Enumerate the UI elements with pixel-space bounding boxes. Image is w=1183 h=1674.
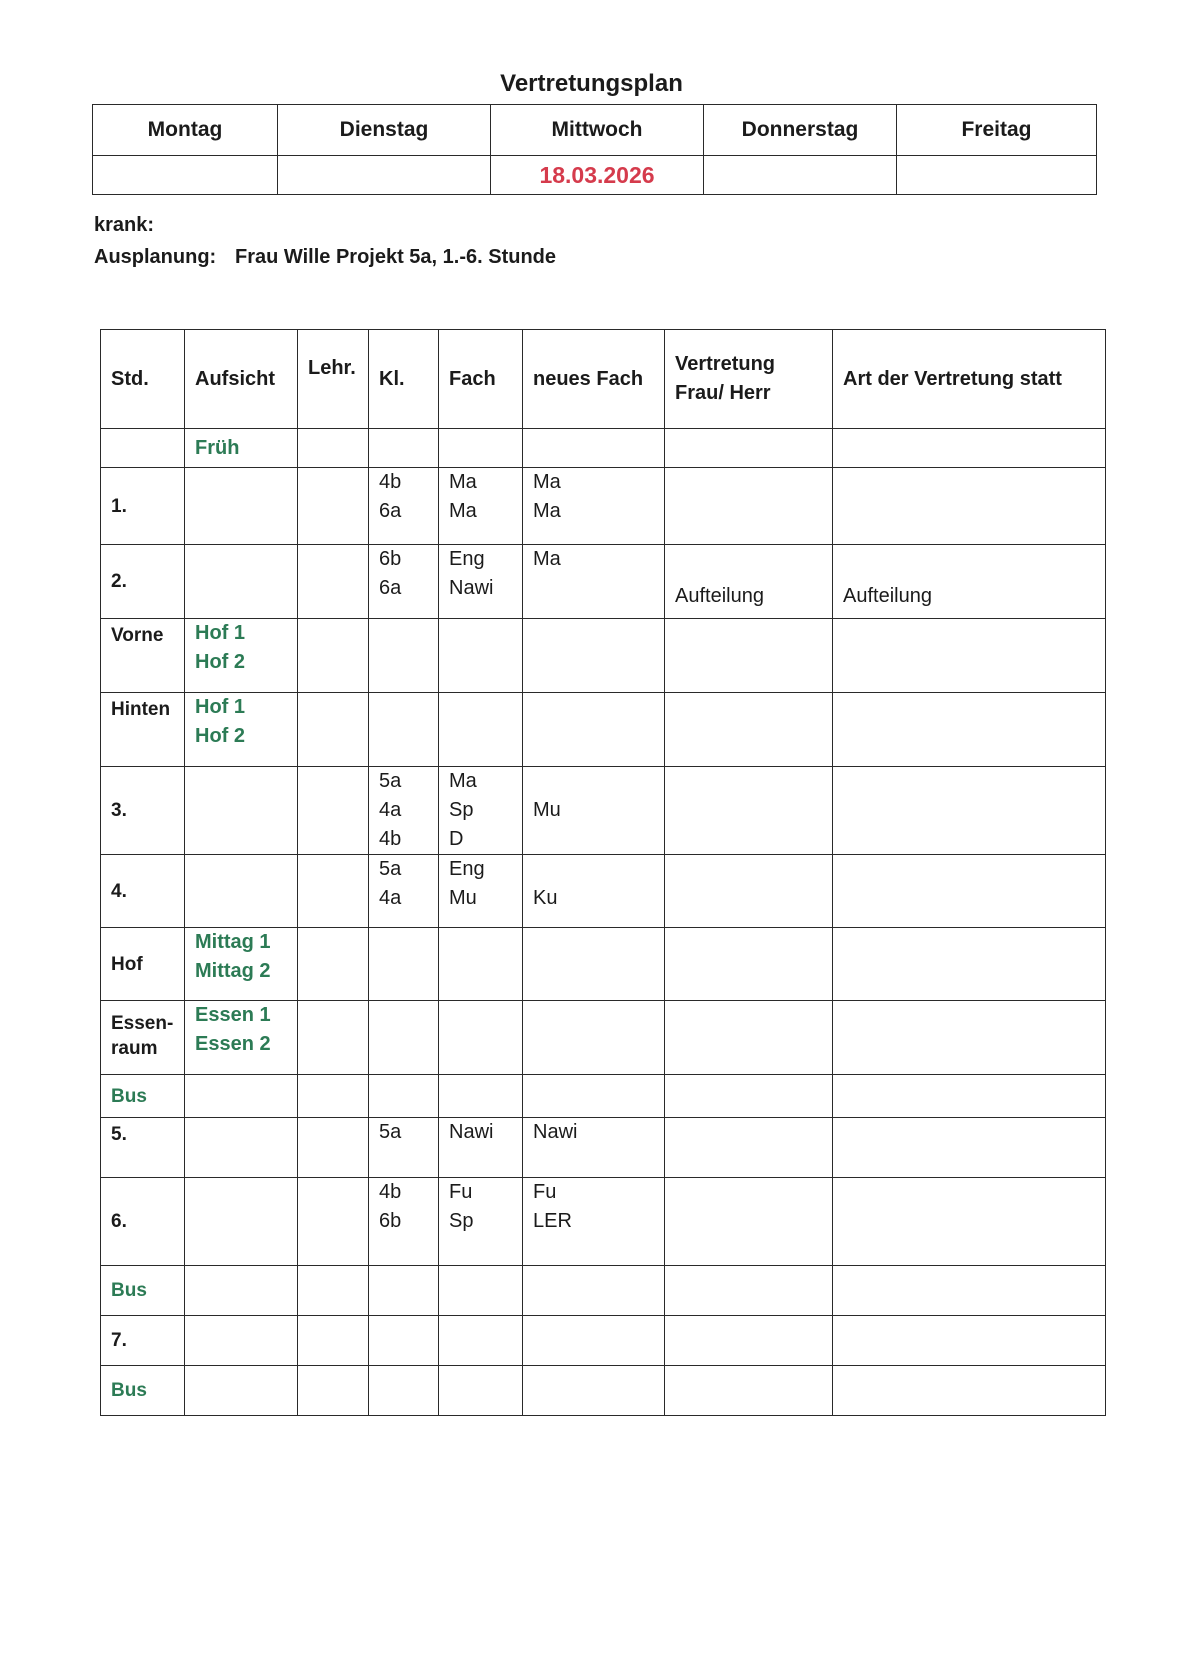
fach-entry: Eng — [449, 858, 485, 880]
neues-fach-entry: Nawi — [533, 1121, 578, 1143]
klasse-entry: 5a — [379, 1121, 402, 1143]
aufsicht-entry: Mittag 1 — [195, 931, 271, 953]
cell-art — [833, 1001, 1106, 1075]
day-wednesday: Mittwoch — [491, 105, 704, 156]
aufsicht-entry: Hof 2 — [195, 651, 245, 673]
cell-lehrer — [298, 1118, 369, 1178]
table-body — [101, 429, 1106, 1416]
cell-std — [101, 767, 185, 855]
aufsicht-entry: Früh — [195, 436, 240, 459]
cell-lehrer — [298, 693, 369, 767]
cell-aufsicht — [185, 429, 298, 468]
std-label: Hof — [111, 953, 143, 975]
table-row — [101, 1075, 1106, 1118]
cell-fach — [439, 1001, 523, 1075]
cell-aufsicht — [185, 693, 298, 767]
cell-fach — [439, 928, 523, 1001]
fach-entry: Mu — [449, 887, 477, 909]
std-label: 7. — [111, 1330, 127, 1351]
cell-vertretung — [665, 1316, 833, 1366]
cell-aufsicht — [185, 1075, 298, 1118]
aufsicht-entry: Hof 1 — [195, 622, 245, 644]
cell-vertretung — [665, 928, 833, 1001]
sick-label: krank: — [94, 214, 155, 236]
cell-std — [101, 693, 185, 767]
col-vertretung: Vertretung Frau/ Herr — [665, 330, 833, 429]
cell-std — [101, 855, 185, 928]
cell-lehrer — [298, 1366, 369, 1416]
cell-std — [101, 1118, 185, 1178]
planning-line — [94, 246, 556, 269]
table-row — [101, 1316, 1106, 1366]
cell-klasse — [369, 1266, 439, 1316]
cell-neues-fach — [523, 1366, 665, 1416]
cell-vertretung — [665, 1118, 833, 1178]
fach-entry: Ma — [449, 770, 477, 792]
cell-neues-fach — [523, 855, 665, 928]
cell-neues-fach — [523, 545, 665, 619]
cell-klasse — [369, 767, 439, 855]
cell-std — [101, 1075, 185, 1118]
cell-aufsicht — [185, 767, 298, 855]
klasse-entry: 6a — [379, 500, 402, 522]
std-label: 1. — [111, 495, 127, 517]
table-row — [101, 1118, 1106, 1178]
cell-art — [833, 429, 1106, 468]
aufsicht-entry: Mittag 2 — [195, 960, 271, 982]
cell-fach — [439, 855, 523, 928]
table-row — [101, 468, 1106, 545]
cell-art — [833, 1118, 1106, 1178]
cell-klasse — [369, 619, 439, 693]
cell-vertretung — [665, 855, 833, 928]
cell-lehrer — [298, 1266, 369, 1316]
cell-std — [101, 1266, 185, 1316]
fach-entry: Nawi — [449, 1121, 494, 1143]
neues-fach-entry: Fu — [533, 1181, 557, 1203]
date-friday — [897, 156, 1097, 195]
cell-std — [101, 468, 185, 545]
cell-art — [833, 1266, 1106, 1316]
cell-klasse — [369, 693, 439, 767]
cell-lehrer — [298, 767, 369, 855]
cell-std — [101, 619, 185, 693]
fach-entry: Sp — [449, 1210, 474, 1232]
cell-neues-fach — [523, 619, 665, 693]
table-row — [101, 545, 1106, 619]
cell-neues-fach — [523, 468, 665, 545]
cell-art — [833, 1316, 1106, 1366]
cell-neues-fach — [523, 767, 665, 855]
klasse-entry: 4a — [379, 799, 402, 821]
klasse-entry: 4b — [379, 1181, 402, 1203]
cell-aufsicht — [185, 468, 298, 545]
cell-std — [101, 545, 185, 619]
neues-fach-entry: Ku — [533, 887, 558, 909]
table-row — [101, 855, 1106, 928]
cell-fach — [439, 1366, 523, 1416]
cell-neues-fach — [523, 1266, 665, 1316]
cell-klasse — [369, 1366, 439, 1416]
cell-klasse — [369, 855, 439, 928]
cell-klasse — [369, 545, 439, 619]
klasse-entry: 4b — [379, 471, 402, 493]
cell-vertretung: Aufteilung — [665, 545, 833, 619]
cell-lehrer — [298, 1178, 369, 1266]
cell-fach — [439, 429, 523, 468]
klasse-entry: 6a — [379, 577, 402, 599]
date-monday — [93, 156, 278, 195]
cell-aufsicht — [185, 1316, 298, 1366]
cell-neues-fach — [523, 429, 665, 468]
fach-entry: Ma — [449, 471, 477, 493]
col-aufsicht: Aufsicht — [185, 330, 298, 429]
aufsicht-entry: Hof 2 — [195, 725, 245, 747]
fach-entry: Ma — [449, 500, 477, 522]
cell-fach — [439, 1266, 523, 1316]
table-row — [101, 429, 1106, 468]
cell-klasse — [369, 1178, 439, 1266]
cell-klasse — [369, 1316, 439, 1366]
table-row — [101, 693, 1106, 767]
cell-art — [833, 468, 1106, 545]
col-klasse: Kl. — [369, 330, 439, 429]
neues-fach-entry: Ma — [533, 500, 561, 522]
cell-art — [833, 928, 1106, 1001]
cell-fach — [439, 693, 523, 767]
table-row — [101, 1178, 1106, 1266]
std-label: 4. — [111, 880, 127, 902]
cell-lehrer — [298, 1316, 369, 1366]
cell-vertretung — [665, 429, 833, 468]
col-fach: Fach — [439, 330, 523, 429]
cell-fach — [439, 1075, 523, 1118]
cell-neues-fach — [523, 1118, 665, 1178]
cell-lehrer — [298, 1075, 369, 1118]
cell-vertretung — [665, 1366, 833, 1416]
std-label: Vorne — [111, 625, 164, 646]
cell-klasse — [369, 928, 439, 1001]
neues-fach-entry: Mu — [533, 799, 561, 821]
cell-neues-fach — [523, 1075, 665, 1118]
cell-aufsicht — [185, 619, 298, 693]
cell-lehrer — [298, 545, 369, 619]
cell-vertretung — [665, 693, 833, 767]
cell-neues-fach — [523, 693, 665, 767]
std-label: Essen- — [111, 1013, 174, 1034]
cell-std — [101, 429, 185, 468]
fach-entry: Eng — [449, 548, 485, 570]
fach-entry: D — [449, 828, 464, 850]
planning-label: Ausplanung: — [94, 246, 217, 268]
cell-vertretung — [665, 1266, 833, 1316]
cell-lehrer — [298, 619, 369, 693]
table-header-row — [101, 330, 1106, 429]
std-label: Bus — [111, 1085, 147, 1107]
cell-fach — [439, 1118, 523, 1178]
klasse-entry: 6b — [379, 1210, 402, 1232]
cell-vertretung — [665, 468, 833, 545]
weekday-table — [92, 104, 1097, 195]
neues-fach-entry: LER — [533, 1210, 572, 1232]
cell-art — [833, 1366, 1106, 1416]
aufsicht-entry: Hof 1 — [195, 696, 245, 718]
table-row — [101, 1001, 1106, 1075]
cell-art — [833, 693, 1106, 767]
cell-std — [101, 1366, 185, 1416]
cell-fach — [439, 545, 523, 619]
cell-fach — [439, 767, 523, 855]
cell-std — [101, 1316, 185, 1366]
cell-vertretung — [665, 767, 833, 855]
day-thursday: Donnerstag — [704, 105, 897, 156]
col-art: Art der Vertretung statt — [833, 330, 1106, 429]
cell-aufsicht — [185, 1118, 298, 1178]
cell-std — [101, 1001, 185, 1075]
day-friday: Freitag — [897, 105, 1097, 156]
fach-entry: Sp — [449, 799, 474, 821]
date-thursday — [704, 156, 897, 195]
cell-art — [833, 855, 1106, 928]
col-std: Std. — [101, 330, 185, 429]
cell-klasse — [369, 1075, 439, 1118]
cell-art — [833, 619, 1106, 693]
cell-lehrer — [298, 468, 369, 545]
fach-entry: Nawi — [449, 577, 494, 599]
cell-neues-fach — [523, 928, 665, 1001]
std-label: 2. — [111, 571, 127, 592]
date-tuesday — [278, 156, 491, 195]
cell-neues-fach — [523, 1316, 665, 1366]
cell-lehrer — [298, 855, 369, 928]
std-label: 3. — [111, 800, 127, 821]
cell-art — [833, 1075, 1106, 1118]
klasse-entry: 5a — [379, 858, 402, 880]
cell-klasse — [369, 1001, 439, 1075]
cell-lehrer — [298, 1001, 369, 1075]
cell-art: Aufteilung — [833, 545, 1106, 619]
table-row — [101, 619, 1106, 693]
std-label: 6. — [111, 1211, 127, 1232]
std-label: 5. — [111, 1124, 127, 1145]
cell-lehrer — [298, 429, 369, 468]
cell-vertretung — [665, 1075, 833, 1118]
cell-std — [101, 928, 185, 1001]
cell-std — [101, 1178, 185, 1266]
cell-fach — [439, 468, 523, 545]
table-row — [101, 1266, 1106, 1316]
table-row — [101, 1366, 1106, 1416]
col-neues-fach: neues Fach — [523, 330, 665, 429]
page-title: Vertretungsplan — [500, 70, 683, 97]
cell-fach — [439, 619, 523, 693]
cell-aufsicht — [185, 928, 298, 1001]
cell-aufsicht — [185, 545, 298, 619]
cell-klasse — [369, 1118, 439, 1178]
cell-fach — [439, 1316, 523, 1366]
substitution-table — [100, 329, 1106, 1416]
cell-neues-fach — [523, 1178, 665, 1266]
klasse-entry: 4a — [379, 887, 402, 909]
cell-vertretung — [665, 619, 833, 693]
neues-fach-entry: Ma — [533, 471, 561, 493]
cell-art — [833, 1178, 1106, 1266]
cell-vertretung — [665, 1178, 833, 1266]
cell-fach — [439, 1178, 523, 1266]
cell-vertretung — [665, 1001, 833, 1075]
cell-aufsicht — [185, 855, 298, 928]
cell-klasse — [369, 468, 439, 545]
cell-neues-fach — [523, 1001, 665, 1075]
std-label-2: raum — [111, 1038, 158, 1059]
planning-text: Frau Wille Projekt 5a, 1.-6. Stunde — [235, 246, 557, 268]
cell-aufsicht — [185, 1366, 298, 1416]
aufsicht-entry: Essen 2 — [195, 1033, 271, 1055]
cell-aufsicht — [185, 1266, 298, 1316]
cell-aufsicht — [185, 1178, 298, 1266]
day-tuesday: Dienstag — [278, 105, 491, 156]
std-label: Hinten — [111, 699, 171, 720]
std-label: Bus — [111, 1380, 147, 1401]
col-lehrer: Lehr. — [298, 330, 369, 429]
fach-entry: Fu — [449, 1181, 473, 1203]
neues-fach-entry: Ma — [533, 548, 561, 570]
day-monday: Montag — [93, 105, 278, 156]
klasse-entry: 5a — [379, 770, 402, 792]
cell-klasse — [369, 429, 439, 468]
table-row — [101, 928, 1106, 1001]
std-label: Bus — [111, 1280, 147, 1301]
cell-aufsicht — [185, 1001, 298, 1075]
date-wednesday: 18.03.2026 — [491, 156, 704, 195]
aufsicht-entry: Essen 1 — [195, 1004, 271, 1026]
klasse-entry: 4b — [379, 828, 402, 850]
cell-art — [833, 767, 1106, 855]
klasse-entry: 6b — [379, 548, 402, 570]
table-row — [101, 767, 1106, 855]
cell-lehrer — [298, 928, 369, 1001]
